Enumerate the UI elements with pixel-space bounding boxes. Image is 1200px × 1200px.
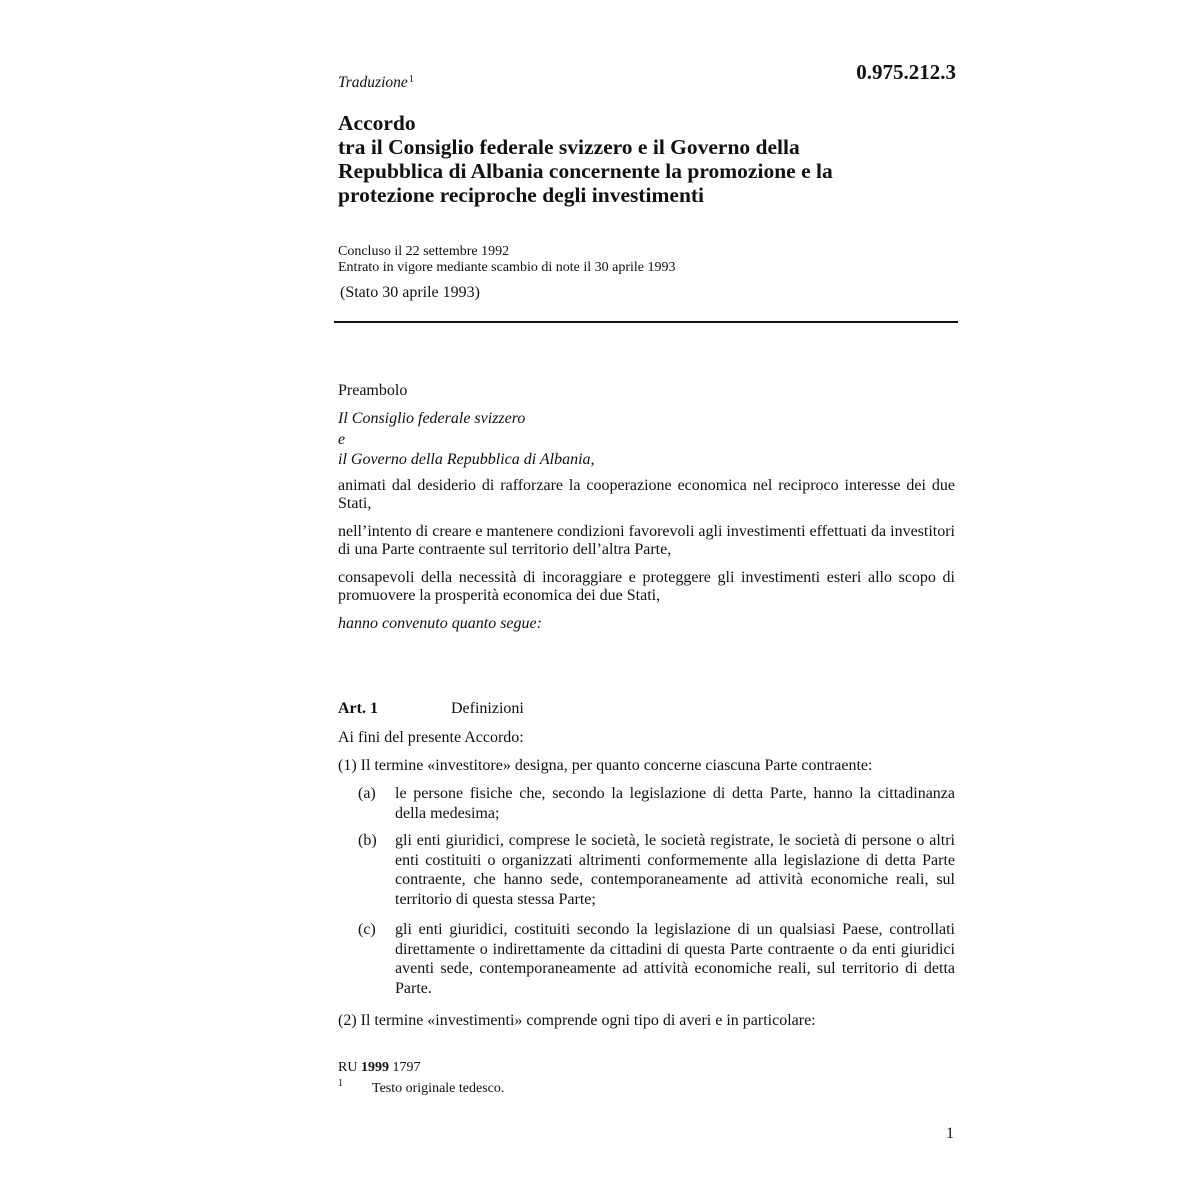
item-marker: (a)	[358, 785, 376, 802]
footnote-mark: 1	[338, 1078, 343, 1089]
article-number: Art. 1	[338, 700, 378, 717]
translation-label	[338, 74, 414, 92]
sr-number: 0.975.212.3	[856, 60, 956, 84]
document-title	[338, 111, 958, 207]
preamble-clause-2: nell’intento di creare e mantenere condizioni favorevoli agli investimenti effettuati da investitori di una Parte contraente sul territorio dell’altra Parte,	[338, 523, 955, 558]
footnote-text: Testo originale tedesco.	[372, 1081, 505, 1096]
preamble-clause-3: consapevoli della necessità di incoraggiare e proteggere gli investimenti esteri allo scopo di promuovere la prosperità economica dei due Stati,	[338, 569, 955, 604]
page-number: 1	[946, 1125, 954, 1142]
title-line: protezione reciproche degli investimenti	[338, 183, 705, 207]
ru-reference	[338, 1060, 420, 1076]
preamble-party-1: Il Consiglio federale svizzero	[338, 410, 526, 427]
concluded-date: Concluso il 22 settembre 1992	[338, 244, 510, 259]
document-dates	[338, 244, 675, 276]
title-line: Repubblica di Albania concernente la promozione e la	[338, 159, 833, 183]
definition-item	[338, 920, 955, 998]
header-divider	[334, 321, 958, 323]
item-text: gli enti giuridici, costituiti secondo la legislazione di un qualsiasi Paese, controllati direttamente o indirettamente da cittadini di questa Parte contraente o da enti giuridici aventi sede, contemporaneamente ad attività economiche reali, sul territorio di detta Parte.	[395, 921, 955, 997]
article-heading	[338, 700, 524, 718]
preamble-conjunction: e	[338, 431, 346, 448]
item-text: gli enti giuridici, comprese le società, le società registrate, le società di persone o altri enti costituiti o organizzati altrimenti conformemente alla legislazione di detta Parte contraente, che hanno sede, contemporaneamente ad attività economiche reali, sul territorio di questa stessa Parte;	[395, 832, 955, 908]
article-paragraph-2: (2) Il termine «investimenti» comprende ogni tipo di averi e in particolare:	[338, 1012, 816, 1029]
translation-label-text: Traduzione	[338, 74, 408, 91]
article-paragraph-1: (1) Il termine «investitore» designa, per quanto concerne ciascuna Parte contraente:	[338, 757, 873, 774]
status-date: (Stato 30 aprile 1993)	[340, 284, 480, 301]
item-text: le persone fisiche che, secondo la legislazione di detta Parte, hanno la cittadinanza della medesima;	[395, 785, 955, 822]
article-intro: Ai fini del presente Accordo:	[338, 729, 524, 746]
ru-year: 1999	[360, 1060, 389, 1075]
footnote	[338, 1078, 505, 1097]
article-title: Definizioni	[451, 700, 524, 717]
ru-page: 1797	[392, 1060, 421, 1075]
ru-prefix: RU	[338, 1060, 358, 1075]
preamble-party-2: il Governo della Repubblica di Albania,	[338, 451, 595, 468]
preamble-heading: Preambolo	[338, 382, 408, 399]
preamble-clause-1: animati dal desiderio di rafforzare la cooperazione economica nel reciproco interesse dei due Stati,	[338, 477, 955, 512]
title-line: Accordo	[338, 111, 416, 135]
item-marker: (c)	[358, 921, 376, 938]
preamble-closing: hanno convenuto quanto segue:	[338, 615, 542, 632]
footnote-reference: 1	[408, 74, 414, 85]
item-marker: (b)	[358, 832, 377, 849]
title-line: tra il Consiglio federale svizzero e il Governo della	[338, 135, 800, 159]
definition-item	[338, 784, 955, 823]
in-force-date: Entrato in vigore mediante scambio di note il 30 aprile 1993	[338, 260, 676, 275]
definition-item	[338, 831, 955, 909]
